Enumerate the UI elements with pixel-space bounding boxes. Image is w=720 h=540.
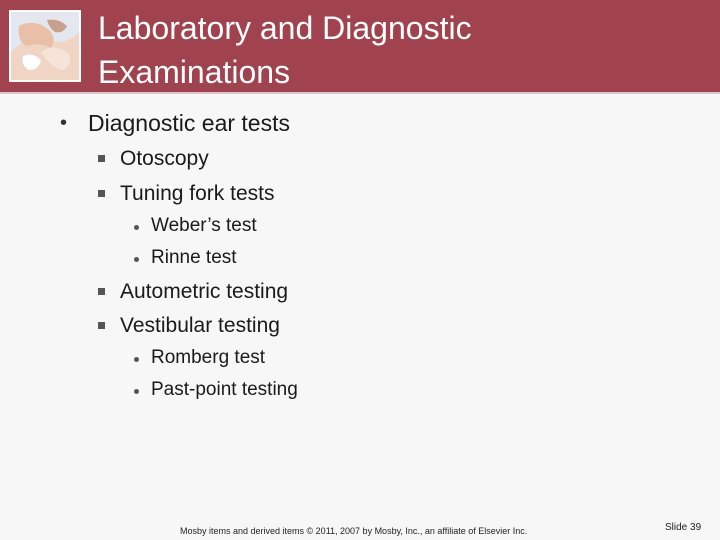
sub-item-rinne: Rinne test — [151, 247, 237, 268]
bullet-heading: Diagnostic ear tests — [88, 110, 290, 136]
square-bullet-icon — [98, 322, 105, 329]
round-bullet-icon: • — [60, 112, 68, 134]
title-line-1: Laboratory and Diagnostic — [98, 10, 472, 46]
dot-bullet-icon — [134, 357, 139, 362]
sub-item-weber: Weber’s test — [151, 215, 257, 236]
list-item-autometric: Autometric testing — [120, 280, 289, 303]
header-divider — [0, 92, 720, 94]
sub-item-past-point: Past-point testing — [151, 379, 298, 400]
slide-title — [98, 6, 698, 94]
hands-photo-icon — [9, 10, 81, 82]
square-bullet-icon — [98, 190, 105, 197]
title-line-2: Examinations — [98, 54, 291, 90]
dot-bullet-icon — [134, 225, 139, 230]
square-bullet-icon — [98, 155, 105, 162]
dot-bullet-icon — [134, 257, 139, 262]
list-item-otoscopy: Otoscopy — [120, 147, 209, 170]
slide-number: Slide 39 — [665, 522, 702, 533]
square-bullet-icon — [98, 288, 105, 295]
dot-bullet-icon — [134, 389, 139, 394]
slide-header — [0, 0, 720, 92]
list-item-vestibular: Vestibular testing — [120, 314, 280, 337]
copyright-notice: Mosby items and derived items © 2011, 2007 by Mosby, Inc., an affiliate of Elsevier Inc. — [180, 526, 528, 536]
sub-item-romberg: Romberg test — [151, 347, 266, 368]
list-item-tuning-fork: Tuning fork tests — [120, 182, 275, 205]
